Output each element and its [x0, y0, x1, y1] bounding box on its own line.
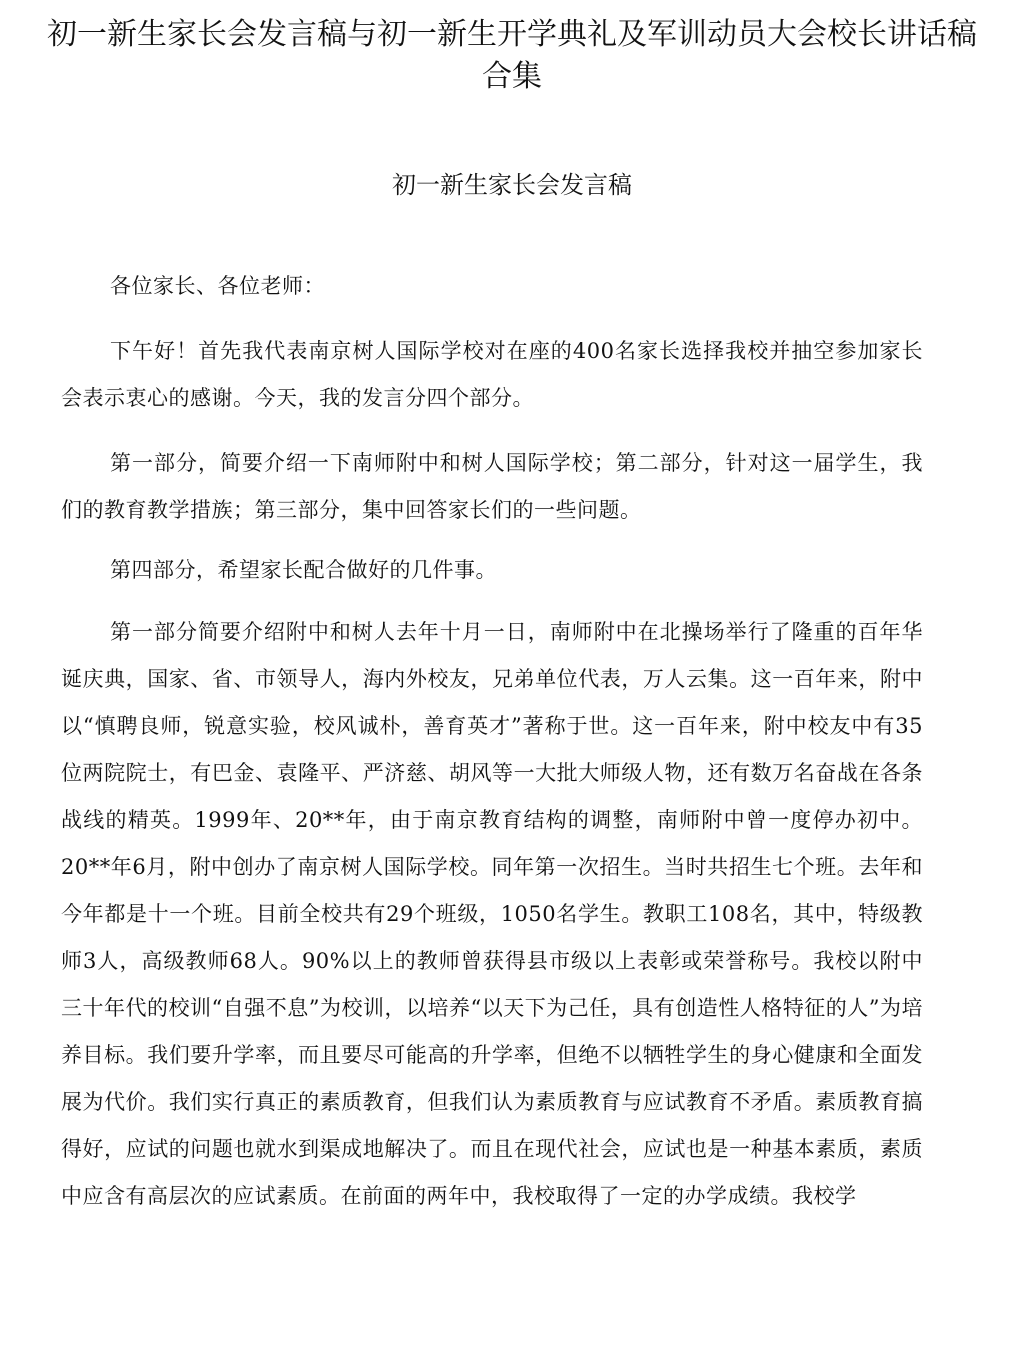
- body-paragraph-outline: 第一部分，简要介绍一下南师附中和树人国际学校；第二部分，针对这一届学生，我们的教育教学措族；第三部分，集中回答家长们的一些问题。: [61, 451, 923, 522]
- body-paragraph-part-four: 第四部分，希望家长配合做好的几件事。: [110, 558, 497, 582]
- greeting-paragraph: 各位家长、各位老师：: [110, 274, 325, 298]
- section-title: 初一新生家长会发言稿: [392, 171, 632, 199]
- body-paragraph-school-introduction: 第一部分简要介绍附中和树人去年十月一日，南师附中在北操场举行了隆重的百年华诞庆典，国家、省、市领导人，海内外校友，兄弟单位代表，万人云集。这一百年来，附中以“慎聘良师，锐意实验，校风诚朴，善育英才”著称于世。这一百年来，附中校友中有35位两院院士，有巴金、袁隆平、严济慈、胡风等一大批大师级人物，还有数万名奋战在各条战线的精英。1999年、20**年，由于南京教育结构的调整，南师附中曾一度停办初中。20**年6月，附中创办了南京树人国际学校。同年第一次招生。当时共招生七个班。去年和今年都是十一个班。目前全校共有29个班级，1050名学生。教职工108名，其中，特级教师3人，高级教师68人。90%以上的教师曾获得县市级以上表彰或荣誉称号。我校以附中三十年代的校训“自强不息”为校训，以培养“以天下为己任，具有创造性人格特征的人”为培养目标。我们要升学率，而且要尽可能高的升学率，但绝不以牺牲学生的身心健康和全面发展为代价。我们实行真正的素质教育，但我们认为素质教育与应试教育不矛盾。素质教育搞得好，应试的问题也就水到渠成地解决了。而且在现代社会，应试也是一种基本素质，素质中应含有高层次的应试素质。在前面的两年中，我校取得了一定的办学成绩。我校学: [61, 620, 923, 1208]
- body-paragraph-opening: 下午好！首先我代表南京树人国际学校对在座的400名家长选择我校并抽空参加家长会表示衷心的感谢。今天，我的发言分四个部分。: [61, 339, 923, 410]
- document-title: 初一新生家长会发言稿与初一新生开学典礼及军训动员大会校长讲话稿合集: [47, 17, 977, 94]
